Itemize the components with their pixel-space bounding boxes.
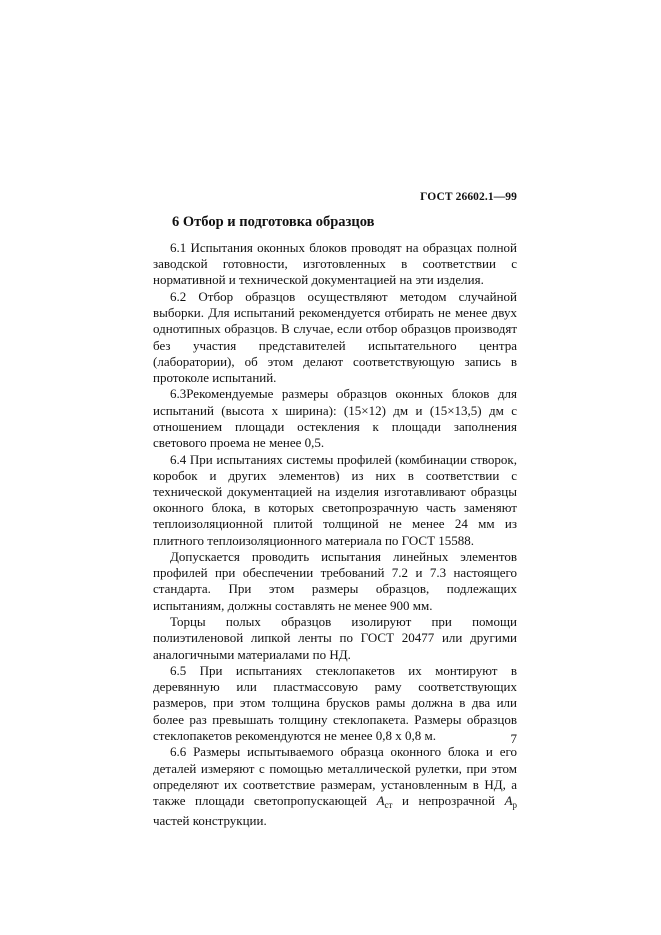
symbol-a-r: A <box>504 792 513 808</box>
section-title: 6 Отбор и подготовка образцов <box>172 214 375 230</box>
document-code: ГОСТ 26602.1—99 <box>420 191 517 203</box>
paragraph-6-1: 6.1 Испытания оконных блоков проводят на образцах полной заводской готовности, изготовленных в соответствии с нормативной и технической документацией на эти изделия. <box>153 240 517 288</box>
symbol-a-st: A <box>376 792 385 808</box>
paragraph-6-6-text-a: 6.6 Размеры испытываемого образца оконного блока и его деталей измеряют с помощью металлической рулетки, при этом определяют их соответствие размерам, установленным в НД, а также площади светопропускающей <box>153 744 517 808</box>
body-text <box>153 240 517 830</box>
paragraph-6-6 <box>153 744 517 829</box>
subscript-st: ст <box>384 799 393 810</box>
paragraph-6-5: 6.5 При испытаниях стеклопакетов их монтируют в деревянную или пластмассовую раму соответствующих размеров, при этом толщина брусков рамы должна в два или более раз превышать толщину стеклопакета. Размеры образцов стеклопакетов рекомендуются не менее 0,8 х 0,8 м. <box>153 663 517 743</box>
subscript-r: р <box>512 799 518 810</box>
paragraph-ends: Торцы полых образцов изолируют при помощи полиэтиленовой липкой ленты по ГОСТ 20477 или другими аналогичными материалами по НД. <box>153 614 517 662</box>
paragraph-6-4: 6.4 При испытаниях системы профилей (комбинации створок, коробок и других элементов) из них в соответствии с технической документацией на изделия изготавливают образцы оконного блока, в которых светопрозрачную часть заменяют теплоизоляционной плитой толщиной не менее 24 мм из плитного теплоизоляционного материала по ГОСТ 15588. <box>153 451 517 548</box>
paragraph-6-6-text-b: и непрозрачной <box>402 792 496 808</box>
paragraph-profiles: Допускается проводить испытания линейных элементов профилей при обеспечении требований 7.2 и 7.3 настоящего стандарта. При этом размеры образцов, подлежащих испытаниям, должны составлять не менее 900 мм. <box>153 549 517 613</box>
page-number: 7 <box>510 731 517 746</box>
paragraph-6-3: 6.3Рекомендуемые размеры образцов оконных блоков для испытаний (высота х ширина): (15×12) дм и (15×13,5) дм с отношением площади остекления к площади заполнения светового проема не менее 0,5. <box>153 386 517 451</box>
paragraph-6-6-text-c: частей конструкции. <box>153 813 267 829</box>
paragraph-6-2: 6.2 Отбор образцов осуществляют методом случайной выборки. Для испытаний рекомендуется отбирать не менее двух однотипных образцов. В случае, если отбор образцов производят без участия представителей испытательного центра (лаборатории), об этом делают соответствующую запись в протоколе испытаний. <box>153 288 517 385</box>
